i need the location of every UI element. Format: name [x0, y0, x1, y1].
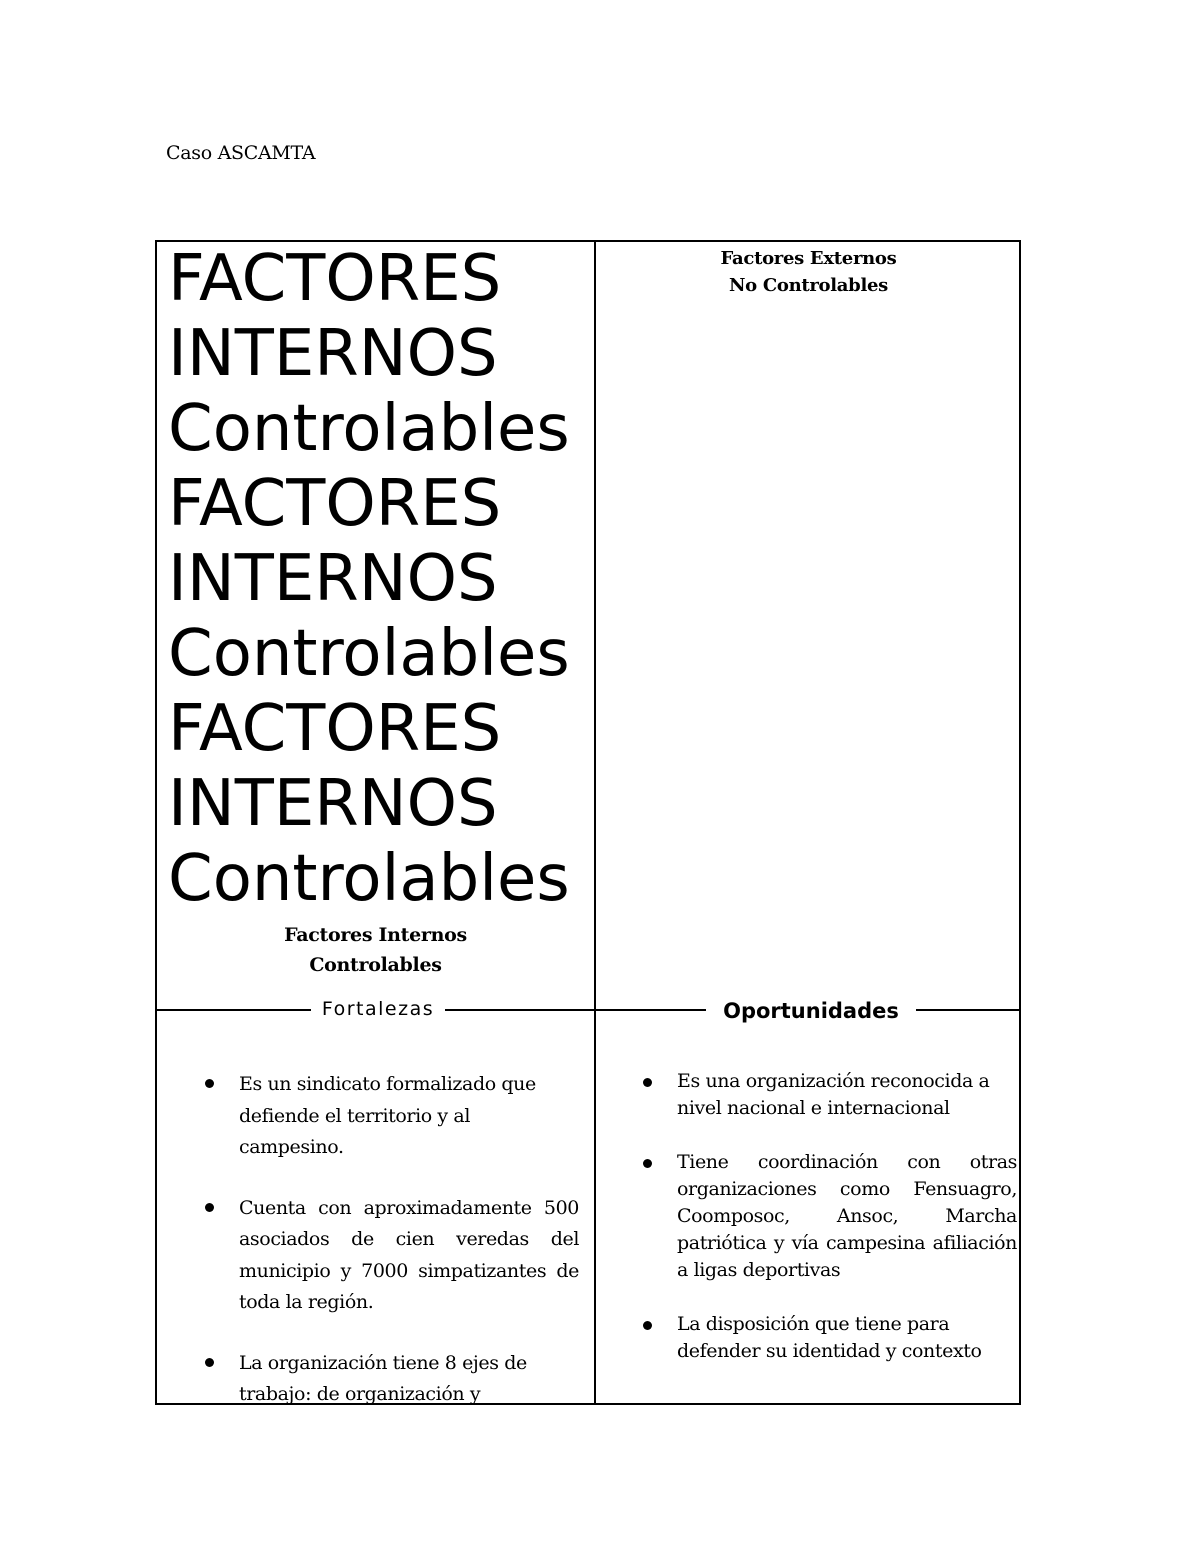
- external-factors-caption: [596, 245, 1021, 299]
- list-item-text: La organización tiene 8 ejes de trabajo: de organización y: [239, 1351, 527, 1405]
- list-item-text: Cuenta con aproximadamente 500 asociados de cien veredas del municipio y 7000 simpatizantes de toda la región.: [239, 1196, 579, 1313]
- caption-line: Factores Externos: [720, 248, 897, 269]
- large-text-line: Controlables: [168, 392, 570, 466]
- caption-line: No Controlables: [729, 275, 888, 296]
- large-text-line: INTERNOS: [168, 542, 498, 616]
- external-factors-cell: [596, 242, 1021, 1009]
- list-item: [239, 1193, 579, 1319]
- oportunidades-heading: Oportunidades: [706, 996, 916, 1026]
- bullet-icon: [643, 1321, 652, 1330]
- fortalezas-heading: Fortalezas: [311, 995, 445, 1023]
- bullet-icon: [205, 1203, 214, 1212]
- large-text-line: FACTORES: [168, 467, 502, 541]
- internal-factors-cell: [157, 242, 594, 1009]
- fortalezas-cell: [157, 998, 594, 1405]
- document-title: Caso ASCAMTA: [166, 142, 316, 164]
- large-text-line: INTERNOS: [168, 317, 498, 391]
- large-text-line: Controlables: [168, 617, 570, 691]
- list-item-text: Es una organización reconocida a nivel nacional e internacional: [677, 1070, 990, 1119]
- large-text-line: FACTORES: [168, 692, 502, 766]
- internal-factors-caption: [157, 920, 594, 980]
- list-item-text: La disposición que tiene para defender su identidad y contexto: [677, 1313, 982, 1362]
- large-text-line: Controlables: [168, 842, 570, 916]
- fortalezas-list: [239, 1069, 579, 1405]
- caption-line: Factores Internos: [284, 924, 467, 946]
- large-text-line: INTERNOS: [168, 767, 498, 841]
- list-item: [239, 1348, 579, 1406]
- list-item-text: Tiene coordinación con otras organizaciones como Fensuagro, Coomposoc, Ansoc, Marcha patriótica y vía campesina afiliación a ligas deportivas: [677, 1151, 1017, 1281]
- bullet-icon: [643, 1078, 652, 1087]
- oportunidades-cell: [596, 999, 1021, 1405]
- internal-factors-large-text: [157, 242, 570, 917]
- swot-table: [155, 240, 1021, 1405]
- bullet-icon: [205, 1079, 214, 1088]
- caption-line: Controlables: [309, 954, 442, 976]
- list-item: [677, 1149, 1017, 1284]
- list-item: [677, 1311, 1017, 1365]
- bullet-icon: [643, 1159, 652, 1168]
- bullet-icon: [205, 1358, 214, 1367]
- list-item: [239, 1069, 579, 1164]
- large-text-line: FACTORES: [168, 242, 502, 316]
- list-item-text: Es un sindicato formalizado que defiende el territorio y al campesino.: [239, 1073, 536, 1158]
- list-item: [677, 1068, 1017, 1122]
- oportunidades-list: [677, 1068, 1017, 1392]
